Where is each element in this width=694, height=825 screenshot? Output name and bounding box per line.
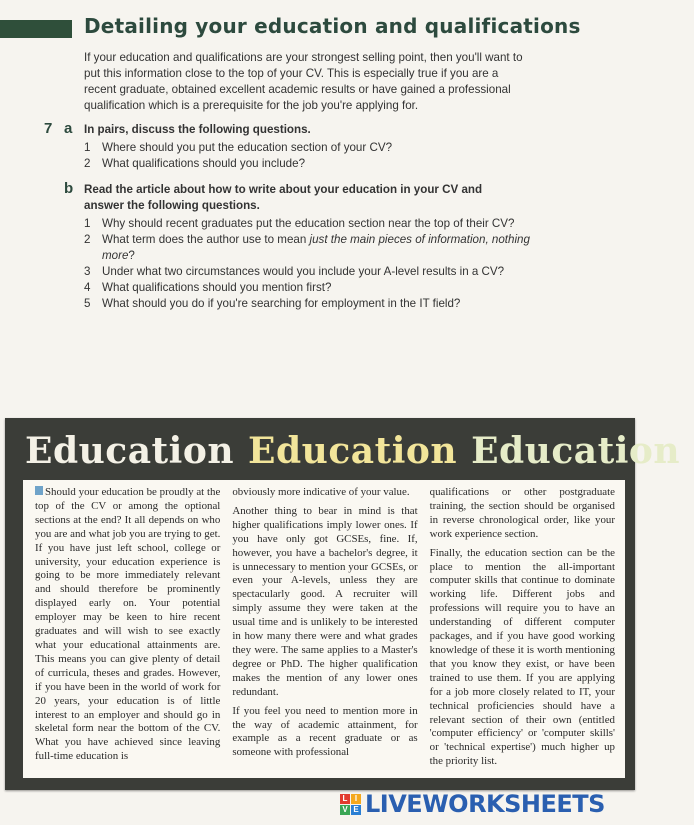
article-title-word: Education: [25, 430, 235, 472]
article-column-2: obviously more indicative of your value. Another thing to bear in mind is that higher qualifications imply lower ones. If you have only got GCSEs, fine. If, however, you have a bachelor's degree, it is unnecessary to mention your GCSEs, or even your A-levels, unless they are spectacularly good. A recruiter will simply assume they were taken at the usual time and is unlikely to be interested in how many there were and what grades they were. The same applies to a Master's degree or PhD. The higher qualification makes the mention of any lower ones redundant. If you feel you need to mention more in the way of academic attainment, for example as a recent graduate or as someone with professional: [232, 486, 418, 759]
drop-cap-icon: [35, 486, 43, 495]
exercise-a-questions: [84, 140, 534, 172]
article-column-1: Should your education be proudly at the top of the CV or among the optional sections at the end? It all depends on who you are and what job you are trying to get. If you have just left school, college or university, your education experience is going to be more immediately relevant and should therefore be prominently displayed early on. Your potential employer may be keen to hire recent graduates and will wish to see exactly what your educational attainments are. This means you can give plenty of detail of curricula, theses and grades. However, if you have been in the world of work for 20 years, your education is of little interest to an employer and should go in skeletal form near the bottom of the CV. What you have achieved since leaving full-time education is: [35, 486, 221, 763]
exercise-b-questions: [84, 216, 534, 312]
section-marker-bar: [0, 20, 72, 38]
exercise-b-instruction: Read the article about how to write about your education in your CV and answer the following questions.: [84, 183, 483, 212]
section-title: Detailing your education and qualifications: [84, 14, 581, 38]
list-item: 1 Why should recent graduates put the education section near the top of their CV?: [84, 217, 515, 230]
exercise-number: 7: [44, 120, 53, 137]
list-item: 5 What should you do if you're searching for employment in the IT field?: [84, 297, 461, 310]
list-item: 2 What qualifications should you include?: [84, 157, 306, 170]
article-title-word: Education: [471, 430, 681, 472]
article-title: [25, 430, 694, 472]
exercise-b-letter: b: [64, 180, 74, 197]
exercise-a-instruction: In pairs, discuss the following questions.: [84, 123, 311, 136]
article-column-3: qualifications or other postgraduate training, the section should be organised in reverse chronological order, like your work experience section. Finally, the education section can be the place to mention the all-important computer skills that continue to dominate working life. Different jobs and professions will require you to have an understanding of different computer packages, and if you have good working knowledge of these it is worth mentioning that you know they exist, or have been trained to use them. If you are applying for a job more closely related to IT, your technical proficiencies should have a relevant section of their own (entitled 'computer efficiency' or 'computer skills' or 'technical expertise') much higher up the priority list.: [429, 486, 615, 768]
liveworksheets-logo-icon: L I V E: [340, 794, 361, 815]
liveworksheets-watermark: [340, 790, 605, 818]
list-item: 4 What qualifications should you mention first?: [84, 281, 332, 294]
intro-paragraph: If your education and qualifications are your strongest selling point, then you'll want to put this information close to the top of your CV. This is especially true if you are a recent graduate, obtained excellent academic results or have gained a professional qualification which is a prerequisite for the job you're applying for.: [84, 51, 523, 112]
list-item: 1 Where should you put the education section of your CV?: [84, 141, 393, 154]
watermark-text: LIVEWORKSHEETS: [365, 790, 605, 818]
article-board: [5, 418, 681, 790]
list-item: 2 What term does the author use to mean just the main pieces of information, nothing more?: [84, 233, 530, 262]
exercise-a-letter: a: [64, 120, 73, 137]
article-body: [23, 480, 625, 778]
list-item: 3 Under what two circumstances would you include your A-level results in a CV?: [84, 265, 505, 278]
article-title-word: Education: [248, 430, 458, 472]
